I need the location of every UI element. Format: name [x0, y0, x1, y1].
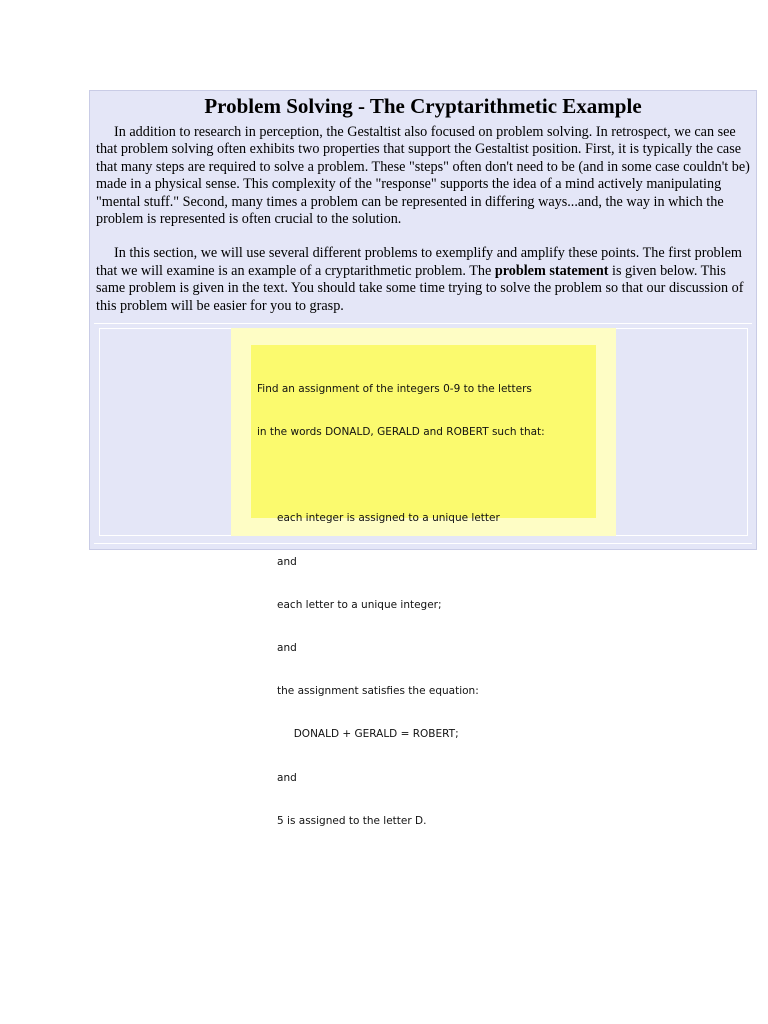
- problem-line: and: [257, 555, 297, 568]
- section-paragraph-text-start: In this section, we will use several different problems to exemplify and amplify these points. The first problem that we will examine is an example of a cryptarithmetic problem. The: [96, 245, 742, 279]
- problem-line: Find an assignment of the integers 0-9 to the letters: [257, 382, 532, 395]
- problem-line: each letter to a unique integer;: [257, 598, 442, 611]
- problem-statement-text: [257, 353, 545, 857]
- problem-line: DONALD + GERALD = ROBERT;: [257, 728, 459, 741]
- divider: [94, 323, 752, 324]
- section-paragraph-text-end: is given below. This same problem is given in the text. You should take some time trying to solve the problem so that our discussion of this problem will be easier for you to grasp.: [96, 262, 744, 314]
- section-paragraph: [90, 245, 756, 315]
- problem-line: each integer is assigned to a unique letter: [257, 512, 500, 525]
- content-panel: [89, 90, 757, 827]
- intro-paragraph: In addition to research in perception, the Gestaltist also focused on problem solving. In retrospect, we can see that problem solving often exhibits two properties that support the Gestaltist position. First, it is typically the case that many steps are required to solve a problem. These "steps" often don't need to be (and in some case couldn't be) made in a physical sense. This complexity of the "response" supports the idea of a mind actively manipulating "mental stuff." Second, many times a problem can be represented in differing ways...and, the way in which the problem is represented is often crucial to the solution.: [96, 124, 750, 228]
- problem-line: the assignment satisfies the equation:: [257, 685, 479, 698]
- problem-line: in the words DONALD, GERALD and ROBERT such that:: [257, 426, 545, 439]
- problem-line: and: [257, 642, 297, 655]
- page-title: Problem Solving - The Cryptarithmetic Example: [204, 94, 642, 118]
- problem-line: [257, 468, 545, 482]
- problem-line: and: [257, 771, 297, 784]
- divider: [94, 543, 752, 544]
- problem-line: 5 is assigned to the letter D.: [257, 814, 427, 827]
- problem-statement-emphasis: problem statement: [494, 262, 609, 279]
